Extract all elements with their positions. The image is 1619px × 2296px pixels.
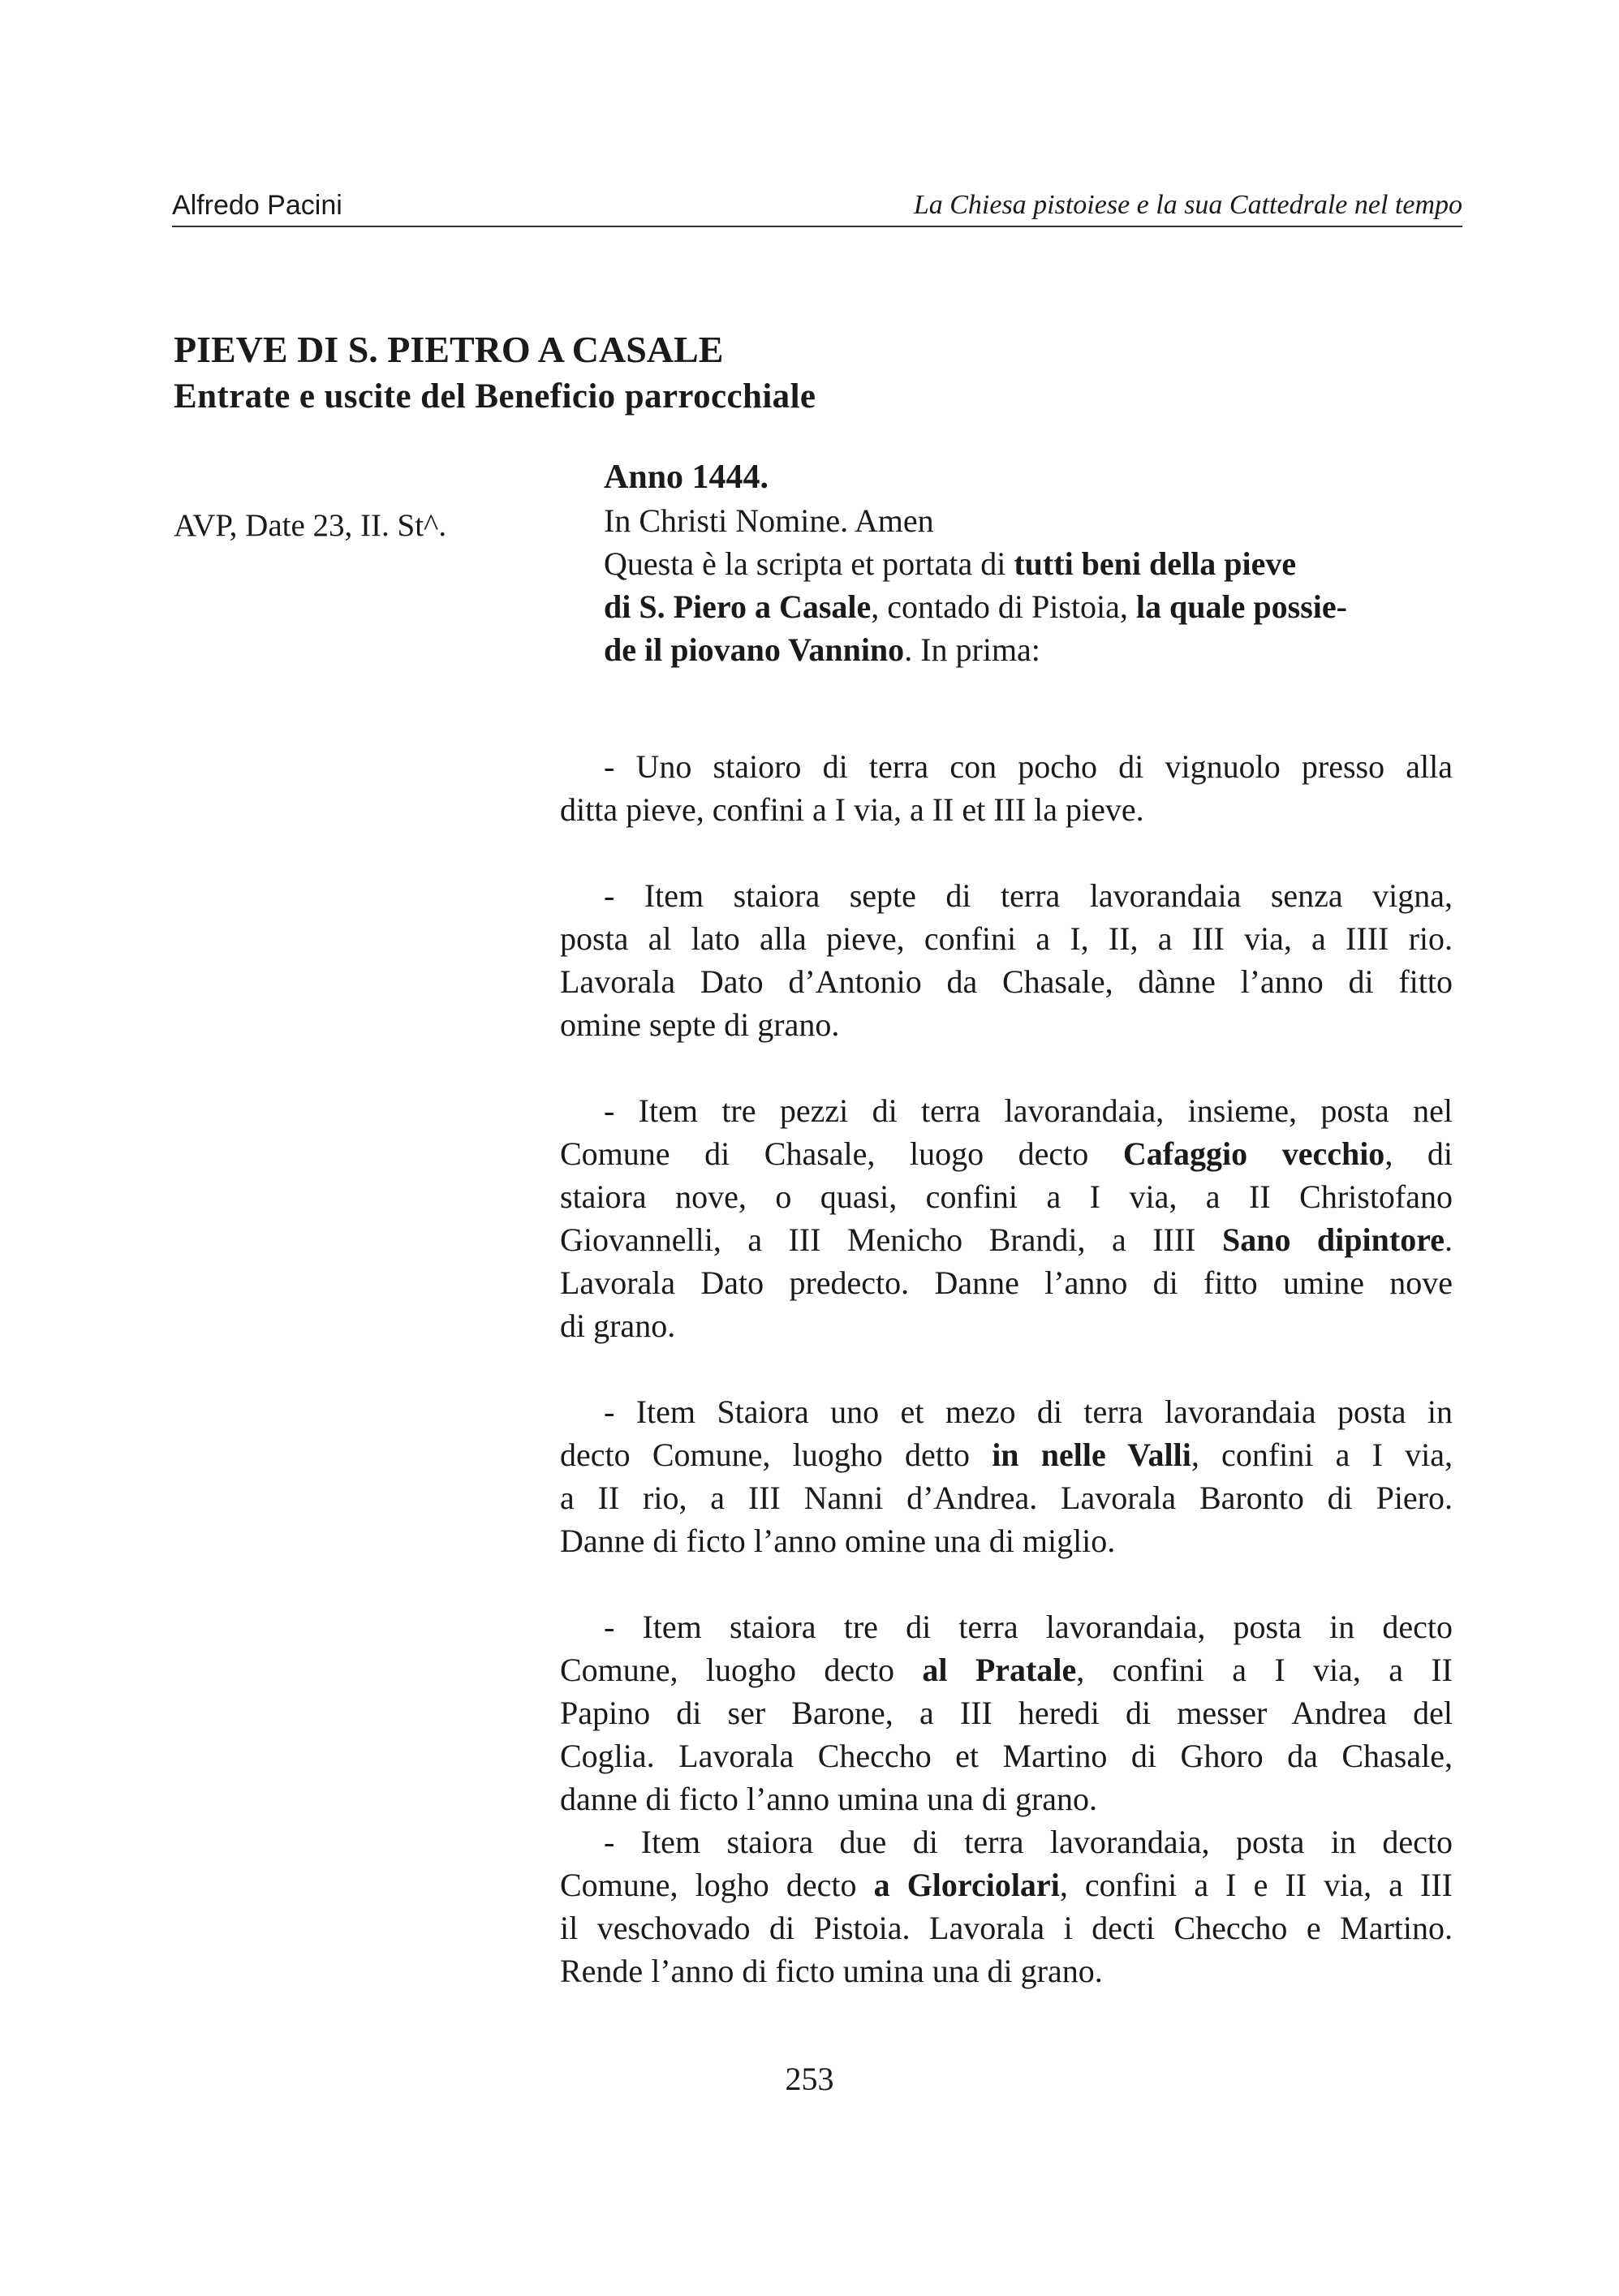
intro-text: Questa è la scripta et portata di	[604, 545, 1014, 582]
page-number: 253	[785, 2061, 834, 2097]
intro-bold-text: de il piovano Vannino	[604, 631, 905, 668]
intro-text: . In prima:	[904, 631, 1040, 668]
entry-line: posta al lato alla pieve, confini a I, II, a III via, a IIII rio.	[560, 920, 1453, 957]
entry-line	[560, 1863, 1453, 1906]
header-author: Alfredo Pacini	[172, 190, 342, 221]
entry-person-name: Sano dipintore	[1221, 1221, 1445, 1258]
intro-line	[604, 628, 1472, 671]
entry-paragraph	[560, 1390, 1453, 1562]
entry-line: Lavorala Dato d’Antonio da Chasale, dànne l’anno di fitto	[560, 963, 1453, 1000]
entry-line: - Item tre pezzi di terra lavorandaia, insieme, posta nel	[604, 1092, 1453, 1129]
entries-body	[560, 745, 1453, 1992]
entry-text: , di	[1384, 1135, 1453, 1172]
entry-line: Danne di ficto l’anno omine una di miglio.	[560, 1523, 1116, 1559]
entry-paragraph	[560, 1820, 1453, 1992]
entry-text: , confini a I via,	[1191, 1437, 1453, 1473]
entry-text: , confini a I e II via, a III	[1059, 1867, 1453, 1903]
entry-paragraph	[560, 874, 1453, 1046]
entry-text: Comune di Chasale, luogo decto	[560, 1135, 1123, 1172]
entry-line	[560, 1218, 1453, 1261]
intro-invocation: In Christi Nomine. Amen	[604, 502, 934, 539]
entry-place-name: in nelle Valli	[992, 1437, 1191, 1473]
entry-line: Papino di ser Barone, a III heredi di messer Andrea del	[560, 1695, 1453, 1731]
entry-place-name: a Glorciolari	[873, 1867, 1060, 1903]
entry-line	[560, 1433, 1453, 1476]
entry-line: danne di ficto l’anno umina una di grano.	[560, 1781, 1098, 1817]
intro-year: Anno 1444.	[604, 459, 769, 496]
intro-bold-text: la quale possie-	[1135, 588, 1347, 625]
entry-paragraph	[560, 1605, 1453, 1820]
entry-line: Coglia. Lavorala Checcho et Martino di Ghoro da Chasale,	[560, 1738, 1453, 1774]
entry-line: Rende l’anno di ficto umina una di grano.	[560, 1953, 1103, 1989]
archival-reference: AVP, Date 23, II. St^.	[174, 508, 447, 543]
section-subtitle: Entrate e uscite del Beneficio parrocchiale	[174, 377, 816, 416]
entry-text: Comune, luogho decto	[560, 1652, 923, 1688]
entry-place-name: Cafaggio vecchio	[1122, 1135, 1385, 1172]
section-heading	[174, 326, 1391, 420]
entry-line	[560, 1132, 1453, 1175]
entry-place-name: al Pratale	[922, 1652, 1077, 1688]
intro-line	[604, 542, 1472, 585]
entry-line: Lavorala Dato predecto. Danne l’anno di fitto umine nove	[560, 1264, 1453, 1301]
entry-line: staiora nove, o quasi, confini a I via, a II Christofano	[560, 1178, 1453, 1215]
intro-bold-text: tutti beni della pieve	[1014, 545, 1297, 582]
entry-line: - Uno staioro di terra con pocho di vignuolo presso alla	[604, 748, 1453, 785]
entry-line: il veschovado di Pistoia. Lavorala i decti Checcho e Martino.	[560, 1910, 1453, 1946]
entry-line: ditta pieve, confini a I via, a II et III la pieve.	[560, 791, 1144, 828]
entry-paragraph	[560, 745, 1453, 831]
intro-block	[604, 456, 1472, 671]
entry-line: - Item staiora septe di terra lavorandaia senza vigna,	[604, 877, 1453, 914]
section-title: PIEVE DI S. PIETRO A CASALE	[174, 329, 724, 370]
entry-line: a II rio, a III Nanni d’Andrea. Lavorala Baronto di Piero.	[560, 1480, 1453, 1516]
entry-text: .	[1445, 1221, 1453, 1258]
entry-line: - Item staiora tre di terra lavorandaia, posta in decto	[604, 1609, 1453, 1645]
header-book-title: La Chiesa pistoiese e la sua Cattedrale nel tempo	[913, 190, 1462, 220]
entry-line: - Item staiora due di terra lavorandaia, posta in decto	[604, 1824, 1453, 1860]
entry-text: Giovannelli, a III Menicho Brandi, a IIII	[560, 1221, 1222, 1258]
entry-line: omine septe di grano.	[560, 1006, 840, 1043]
entry-text: decto Comune, luogho detto	[560, 1437, 992, 1473]
entry-line: di grano.	[560, 1307, 676, 1344]
running-header	[172, 185, 1462, 227]
intro-bold-text: di S. Piero a Casale	[604, 588, 872, 625]
entry-text: , confini a I via, a II	[1076, 1652, 1453, 1688]
entry-line	[560, 1648, 1453, 1691]
entry-paragraph	[560, 1089, 1453, 1347]
intro-text: , contado di Pistoia,	[871, 588, 1136, 625]
entry-text: Comune, logho decto	[560, 1867, 874, 1903]
entry-line: - Item Staiora uno et mezo di terra lavorandaia posta in	[604, 1394, 1453, 1430]
intro-line	[604, 585, 1472, 628]
